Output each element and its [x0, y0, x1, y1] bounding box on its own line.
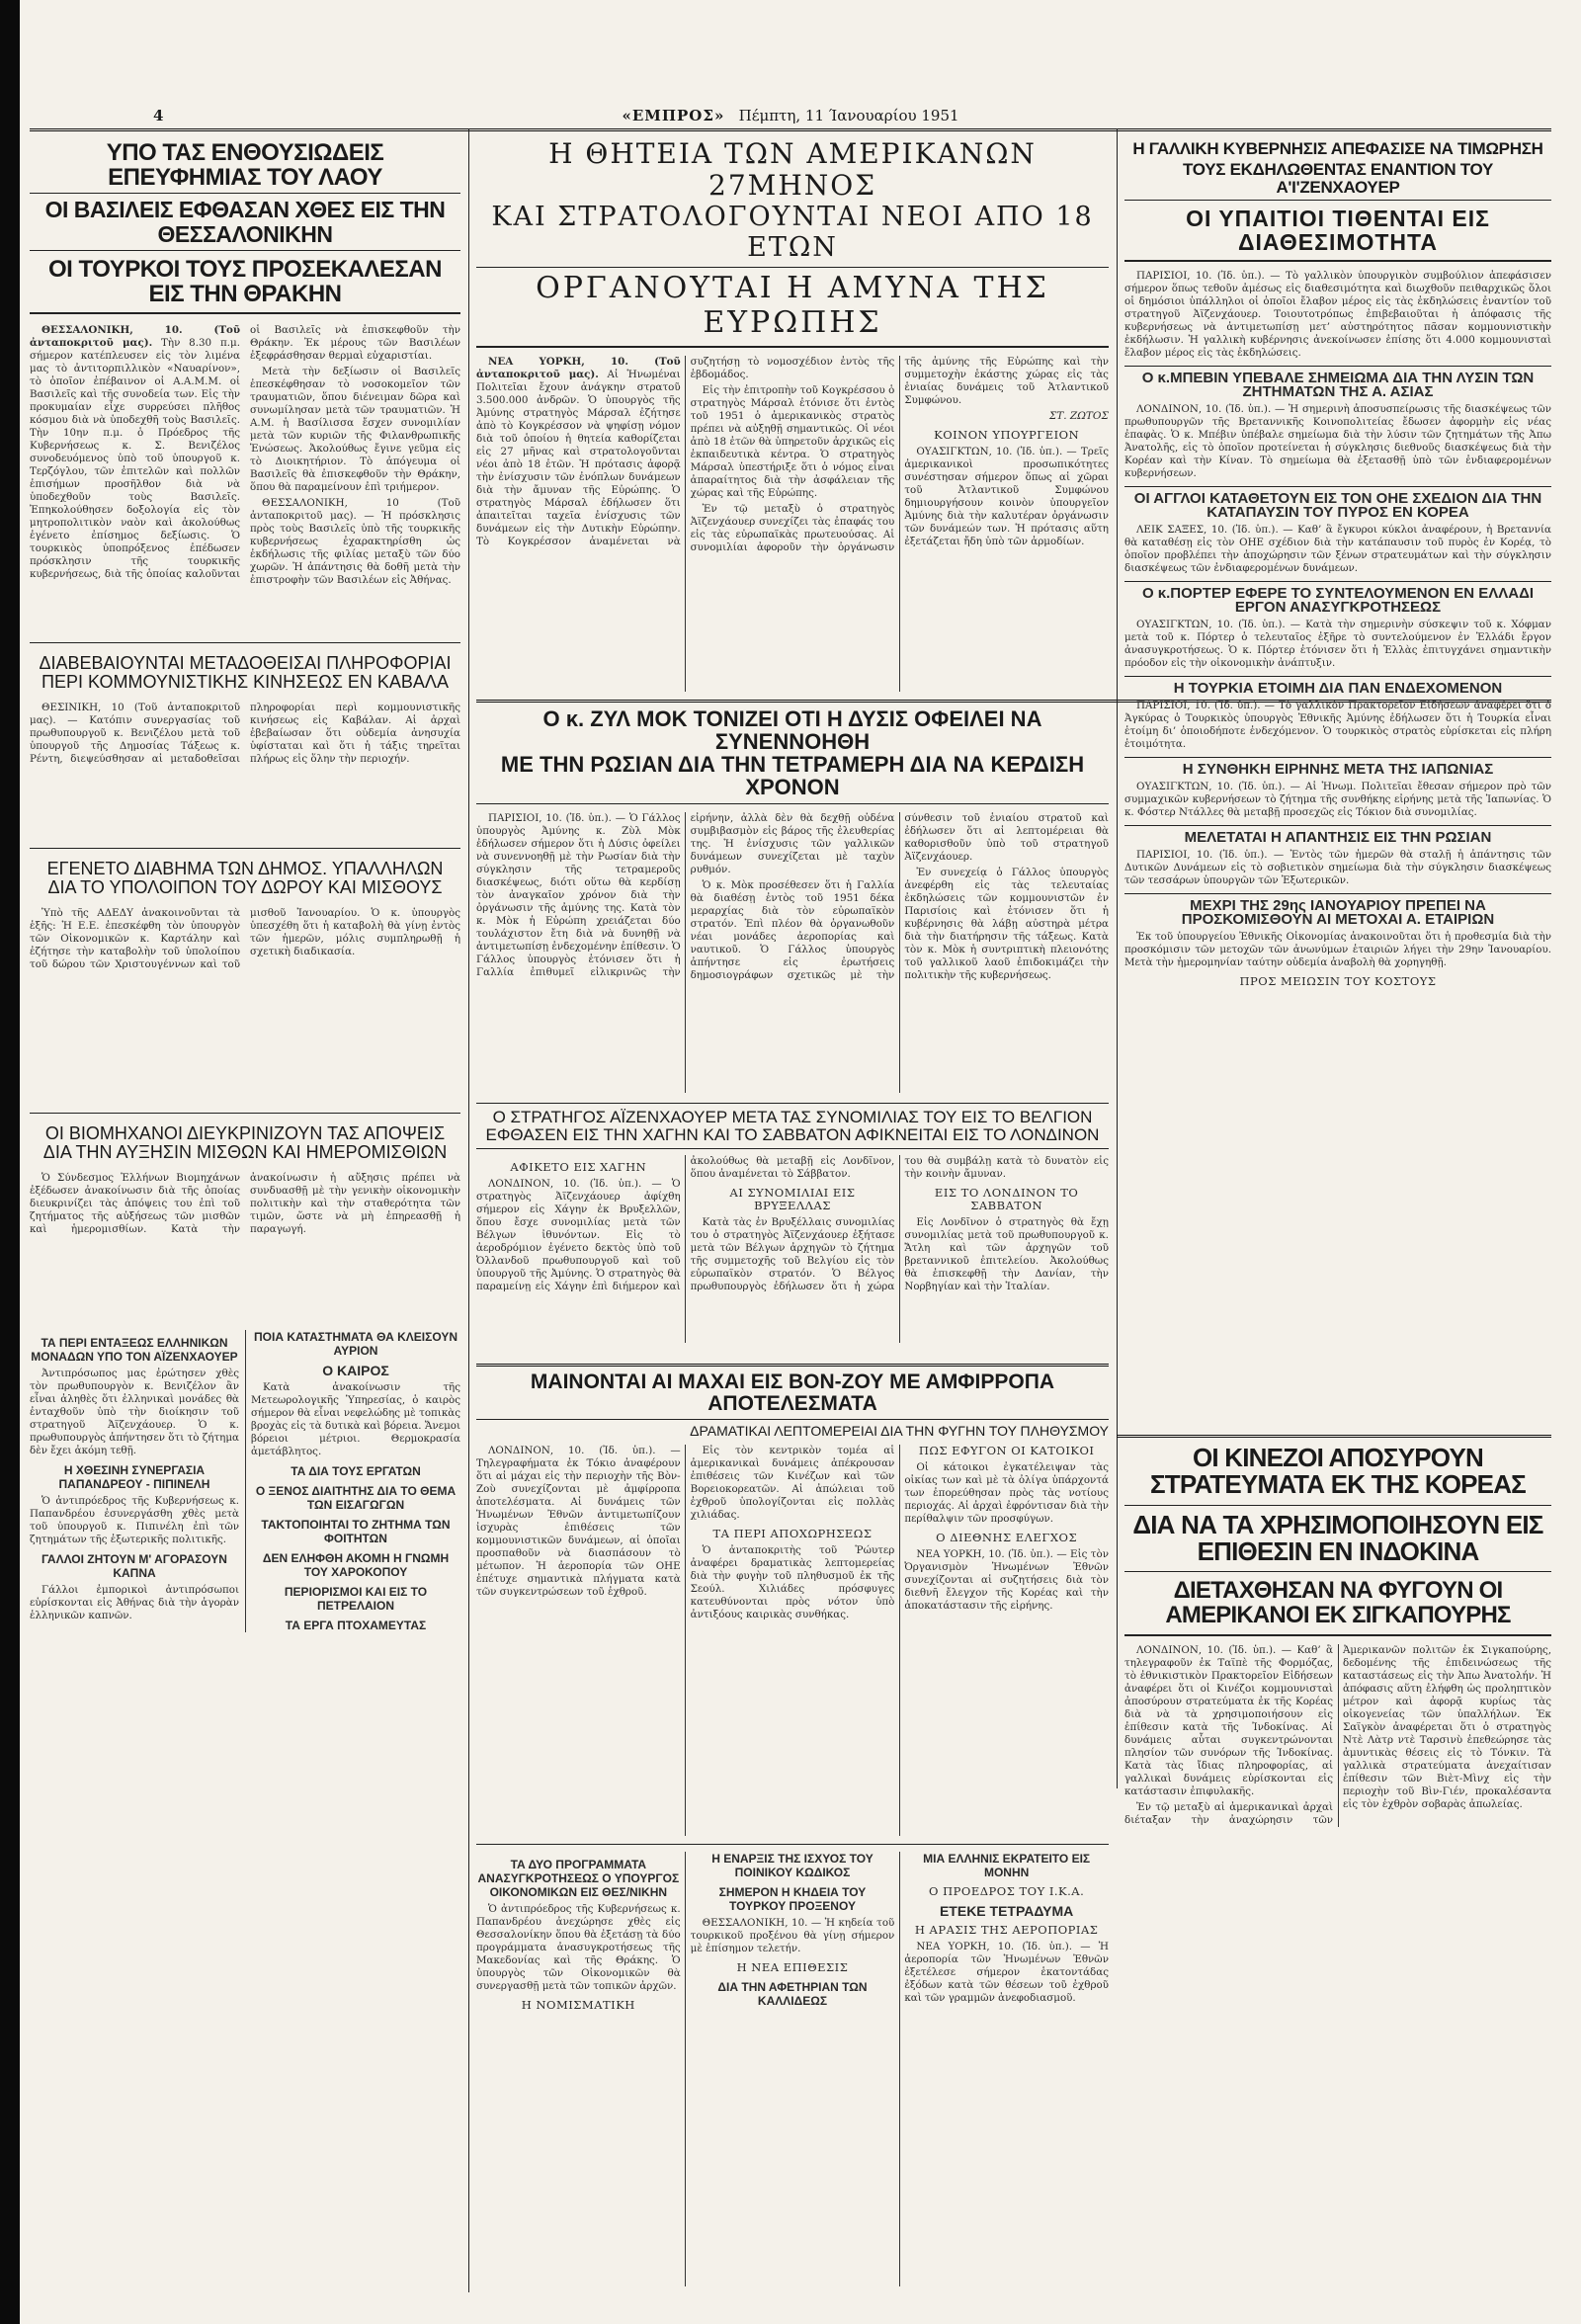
- page-number: 4: [153, 107, 164, 124]
- divider: [476, 1844, 1109, 1845]
- france-text-3: ΛΕΙΚ ΣΑΞΕΣ, 10. (Ἰδ. ὑπ.). — Καθ’ ἃ ἔγκυροι κύκλοι ἀναφέρουν, ἡ Βρεταννία θὰ καταθέσῃ εἰς τὸν ΟΗΕ σχέδιον διὰ τὴν κατάπαυσιν τοῦ πυρὸς ἐν Κορέᾳ, τὸ ὁποῖον προβλέπει τὴν ἀποχώρησιν τῶν ξένων στρατευμάτων καὶ τὴν σύγκλησιν διασκέψεως τῶν ἐνδιαφερομένων δυνάμεων.: [1124, 523, 1551, 574]
- brief-text: ΝΕΑ ΥΟΡΚΗ, 10. (Ἰδ. ὑπ.). — Ἡ ἀεροπορία τῶν Ἡνωμένων Ἐθνῶν ἐξετέλεσε σήμερον ἑκατοντάδας ἐξόδων κατὰ τῶν θέσεων τοῦ ἐχθροῦ καὶ τῶν γραμμῶν ἀνεφοδιασμοῦ.: [904, 1941, 1109, 2004]
- eisenhower-headline-2: ΕΦΘΑΣΕΝ ΕΙΣ ΤΗΝ ΧΑΓΗΝ ΚΑΙ ΤΟ ΣΑΒΒΑΤΟΝ ΑΦΙΚΝΕΙΤΑΙ ΕΙΣ ΤΟ ΛΟΝΔΙΝΟΝ: [476, 1126, 1109, 1149]
- industry-body: [30, 1172, 460, 1238]
- mini-body: [476, 1852, 1109, 2286]
- left-lower-body: [30, 1330, 460, 1632]
- nato-headline-3: ΟΡΓΑΝΟΥΤΑΙ Η ΑΜΥΝΑ ΤΗΣ ΕΥΡΩΠΗΣ: [476, 268, 1109, 348]
- civil-body: [30, 907, 460, 971]
- france-text-5: ΠΑΡΙΣΙΟΙ, 10. (Ἰδ. ὑπ.). — Τὸ γαλλικὸν Πρακτορεῖον Εἰδήσεων ἀναφέρει ὅτι ὁ Ἀγκύρας ὁ Τουρκικὸς ὑπουργὸς Ἐθνικῆς Ἀμύνης ἐδήλωσεν ὅτι ἡ Τουρκία εἶναι ἑτοίμη δι’ ὁποιοδήποτε ἐνδεχόμενον. Ὁ τουρκικὸς στρατὸς εὑρίσκεται εἰς πλήρη ἑτοιμότητα.: [1124, 699, 1551, 750]
- seoul-body: [476, 1445, 1109, 1836]
- civil-headline: ΕΓΕΝΕΤΟ ΔΙΑΒΗΜΑ ΤΩΝ ΔΗΜΟΣ. ΥΠΑΛΛΗΛΩΝ ΔΙΑ ΤΟ ΥΠΟΛΟΙΠΟΝ ΤΟΥ ΔΩΡΟΥ ΚΑΙ ΜΙΣΘΟΥΣ: [46, 859, 444, 897]
- nato-text-2: Εἰς τὴν ἐπιτροπὴν τοῦ Κογκρέσσου ὁ στρατηγὸς Μάρσαλ ἐτόνισε ὅτι ἐντὸς τοῦ 1951 ὁ ἀμερικανικὸς στρατὸς πρέπει νὰ αὐξηθῇ σημαντικῶς. Οἱ νέοι ἀπὸ 18 ἐτῶν θὰ ὑπηρετοῦν ἀρχικῶς εἰς ἐκπαιδευτικὰ κέντρα. Ὁ στρατηγὸς Μάρσαλ ὑπεστήριξε ὅτι ὁ νόμος εἶναι ἀπαραίτητος διὰ τὴν ἀσφάλειαν τῆς χώρας καὶ τῆς Εὐρώπης.: [690, 384, 895, 500]
- seoul-caption-1: ΤΑ ΠΕΡΙ ΑΠΟΧΩΡΗΣΕΩΣ: [712, 1526, 873, 1540]
- france-text-6: ΟΥΑΣΙΓΚΤΩΝ, 10. (Ἰδ. ὑπ.). — Αἱ Ἡνωμ. Πολιτεῖαι ἔθεσαν σήμερον πρὸ τῶν συμμαχικῶν κυβερνήσεων τὸ ζήτημα τῆς συνθήκης εἰρήνης μετὰ τῆς Ἰαπωνίας. Ὁ κ. Φόστερ Ντάλλες θὰ μεταβῇ προσεχῶς εἰς Τόκιον διὰ συνομιλίας.: [1124, 780, 1551, 818]
- zulmoch-body: [476, 812, 1109, 1093]
- brief-text: Γάλλοι ἐμπορικοὶ ἀντιπρόσωποι εὑρίσκονται εἰς Ἀθήνας διὰ τὴν ἀγορὰν ἑλληνικῶν καπνῶν.: [30, 1584, 239, 1621]
- kavala-body: [30, 702, 460, 768]
- divider: [30, 1113, 460, 1114]
- france-text-8: Ἐκ τοῦ ὑπουργείου Ἐθνικῆς Οἰκονομίας ἀνακοινοῦται ὅτι ἡ προθεσμία διὰ τὴν προσκόμισιν τῶν μετοχῶν τῶν ἀνωνύμων ἑταιριῶν λήγει τὴν 29ην Ἰανουαρίου. Μετὰ τὴν ἡμερομηνίαν ταύτην οὐδεμία ἀναβολὴ θὰ χορηγηθῇ.: [1124, 930, 1551, 968]
- left-lower-briefs: [30, 1330, 460, 2298]
- civil-text: Ὑπὸ τῆς ΑΔΕΔΥ ἀνακοινοῦνται τὰ ἑξῆς: Ἡ Ε.Ε. ἐπεσκέφθη τὸν ὑπουργὸν τῶν Οἰκονομικῶν κ. Καρτάλην καὶ ἐζήτησε τὴν καταβολὴν τοῦ ὑπολοίπου τοῦ δώρου τῶν Χριστουγέννων καὶ τοῦ μισθοῦ Ἰανουαρίου. Ὁ κ. ὑπουργὸς ὑπεσχέθη ὅτι ἡ καταβολὴ θὰ γίνῃ ἐντὸς τῶν ἡμερῶν, μόλις συμπληρωθῇ ἡ σχετικὴ διαδικασία.: [30, 906, 460, 970]
- civil-servants-article: [30, 856, 460, 1103]
- nato-body: [476, 356, 1109, 692]
- nato-headline-1: Η ΘΗΤΕΙΑ ΤΩΝ ΑΜΕΡΙΚΑΝΩΝ 27ΜΗΝΟΣ: [548, 138, 1037, 203]
- column-rule: [1117, 128, 1118, 1788]
- brief-heading: ΤΑ ΠΕΡΙ ΕΝΤΑΞΕΩΣ ΕΛΛΗΝΙΚΩΝ ΜΟΝΑΔΩΝ ΥΠΟ ΤΟΝ ΑΪΖΕΝΧΑΟΥΕΡ: [31, 1336, 238, 1364]
- kavala-headline: ΔΙΑΒΕΒΑΙΟΥΝΤΑΙ ΜΕΤΑΔΟΘΕΙΣΑΙ ΠΛΗΡΟΦΟΡΙΑΙ ΠΕΡΙ ΚΟΜΜΟΥΝΙΣΤΙΚΗΣ ΚΙΝΗΣΕΩΣ ΕΝ ΚΑΒΑΛΑ: [39, 653, 452, 692]
- seoul-caption-3: Ο ΔΙΕΘΝΗΣ ΕΛΕΓΧΟΣ: [936, 1530, 1078, 1544]
- binding-strip: [0, 0, 20, 2324]
- seoul-text: ΛΟΝΔΙΝΟΝ, 10. (Ἰδ. ὑπ.). — Τηλεγραφήματα ἐκ Τόκιο ἀναφέρουν ὅτι αἱ μάχαι εἰς τὴν περιοχὴν τῆς Βὸν-Ζοὺ συνεχίζονται μὲ ἀμφίρροπα ἀποτελέσματα. Αἱ δυνάμεις τῶν Ἡνωμένων Ἐθνῶν ἀντιμετωπίζουν ἰσχυρὰς ἐπιθέσεις τῶν κομμουνιστικῶν δυνάμεων, αἱ ὁποῖαι προσπαθοῦν νὰ διασπάσουν τὸ μέτωπον. Ἡ ἀεροπορία τῶν ΟΗΕ ἐπέτυχε σημαντικὰ πλήγματα κατὰ τῶν συγκεντρώσεων τοῦ ἐχθροῦ.: [476, 1444, 681, 1598]
- seoul-text-4: Οἱ κάτοικοι ἐγκατέλειψαν τὰς οἰκίας των καὶ μὲ τὰ ὀλίγα ὑπάρχοντά των ἐπορεύθησαν πρὸς τὰς νοτίους περιοχάς. Αἱ ἀρχαὶ ἐφρόντισαν διὰ τὴν περίθαλψιν τῶν προσφύγων.: [904, 1460, 1109, 1525]
- brief-heading: ΣΗΜΕΡΟΝ Η ΚΗΔΕΙΑ ΤΟΥ ΤΟΥΡΚΟΥ ΠΡΟΞΕΝΟΥ: [718, 1885, 867, 1913]
- nato-dateline: ΝΕΑ ΥΟΡΚΗ, 10. (Τοῦ ἀνταποκριτοῦ μας).: [476, 356, 681, 381]
- brief-text: Ὁ ἀντιπρόεδρος τῆς Κυβερνήσεως κ. Παπανδρέου ἐσυνεργάσθη χθὲς μετὰ τοῦ ὑπουργοῦ κ. Πιπινέλη ἐπὶ τῶν ζητημάτων τῆς ἐξωτερικῆς πολιτικῆς.: [30, 1495, 239, 1545]
- brief-heading: ΜΕΛΕΤΑΤΑΙ Η ΑΠΑΝΤΗΣΙΣ ΕΙΣ ΤΗΝ ΡΩΣΙΑΝ: [1124, 825, 1551, 845]
- zulmoch-headline-2: ΜΕ ΤΗΝ ΡΩΣΙΑΝ ΔΙΑ ΤΗΝ ΤΕΤΡΑΜΕΡΗ ΔΙΑ ΝΑ ΚΕΡΔΙΣΗ ΧΡΟΝΟΝ: [476, 753, 1109, 804]
- seoul-headline-2: ΔΡΑΜΑΤΙΚΑΙ ΛΕΠΤΟΜΕΡΕΙΑΙ ΔΙΑ ΤΗΝ ΦΥΓΗΝ ΤΟΥ ΠΛΗΘΥΣΜΟΥ: [690, 1423, 1109, 1440]
- seoul-text-3: Ὁ ἀνταποκριτὴς τοῦ Ῥώυτερ ἀναφέρει δραματικὰς λεπτομερείας διὰ τὴν φυγὴν τοῦ πληθυσμοῦ ἐκ τῆς Σεούλ. Χιλιάδες πρόσφυγες κατευθύνονται πρὸς νότον ὑπὸ ἀντιξόους καιρικὰς συνθήκας.: [690, 1543, 895, 1620]
- seoul-article: [476, 1371, 1109, 1836]
- eisenhower-headline-1: Ο ΣΤΡΑΤΗΓΟΣ ΑΪΖΕΝΧΑΟΥΕΡ ΜΕΤΑ ΤΑΣ ΣΥΝΟΜΙΛΙΑΣ ΤΟΥ ΕΙΣ ΤΟ ΒΕΛΓΙΟΝ: [492, 1109, 1093, 1126]
- brief-heading: Η ΣΥΝΘΗΚΗ ΕΙΡΗΝΗΣ ΜΕΤΑ ΤΗΣ ΙΑΠΩΝΙΑΣ: [1124, 757, 1551, 777]
- brief-caption: Η ΑΡΑΣΙΣ ΤΗΣ ΑΕΡΟΠΟΡΙΑΣ: [914, 1923, 1099, 1937]
- brief-caption: ΠΡΟΣ ΜΕΙΩΣΙΝ ΤΟΥ ΚΟΣΤΟΥΣ: [1239, 973, 1437, 988]
- eisenhower-caption-2: ΑΙ ΣΥΝΟΜΙΛΙΑΙ ΕΙΣ ΒΡΥΞΕΛΛΑΣ: [729, 1185, 856, 1212]
- royals-body: [30, 324, 460, 587]
- brief-heading: ΔΙΑ ΤΗΝ ΑΦΕΤΗΡΙΑΝ ΤΩΝ ΚΑΛΛΙΔΕΩΣ: [717, 1980, 868, 2008]
- brief-heading: ΔΕΝ ΕΛΗΦΘΗ ΑΚΟΜΗ Η ΓΝΩΜΗ ΤΟΥ ΧΑΡΟΚΟΠΟΥ: [262, 1551, 450, 1579]
- mini-briefs: [476, 1852, 1109, 2296]
- france-body: [1124, 270, 1551, 988]
- nato-text-3: Ἐν τῷ μεταξὺ ὁ στρατηγὸς Ἀϊζενχάουερ συνεχίζει τὰς ἐπαφάς του εἰς τὰς εὐρωπαϊκὰς πρωτευούσας. Αἱ συνομιλίαι ἀφοροῦν τὴν ὀργάνωσιν τῆς ἀμύνης τῆς Εὐρώπης καὶ τὴν συμμετοχὴν ἑκάστης χώρας εἰς τὰς ἑνιαίας δυνάμεις τοῦ Ἀτλαντικοῦ Συμφώνου.: [690, 356, 1109, 554]
- brief-heading: ΟΙ ΑΓΓΛΟΙ ΚΑΤΑΘΕΤΟΥΝ ΕΙΣ ΤΟΝ ΟΗΕ ΣΧΕΔΙΟΝ ΔΙΑ ΤΗΝ ΚΑΤΑΠΑΥΣΙΝ ΤΟΥ ΠΥΡΟΣ ΕΝ ΚΟΡΕΑ: [1124, 486, 1551, 520]
- seoul-headline-1: ΜΑΙΝΟΝΤΑΙ ΑΙ ΜΑΧΑΙ ΕΙΣ ΒΟΝ-ΖΟΥ ΜΕ ΑΜΦΙΡΡΟΠΑ ΑΠΟΤΕΛΕΣΜΑΤΑ: [476, 1371, 1109, 1420]
- brief-heading: ΤΑ ΔΙΑ ΤΟΥΣ ΕΡΓΑΤΩΝ: [291, 1464, 421, 1478]
- nato-article: [476, 138, 1109, 692]
- brief-heading: Η ΕΝΑΡΞΙΣ ΤΗΣ ΙΣΧΥΟΣ ΤΟΥ ΠΟΙΝΙΚΟΥ ΚΩΔΙΚΟΣ: [711, 1852, 874, 1879]
- divider: [30, 848, 460, 849]
- france-text: ΠΑΡΙΣΙΟΙ, 10. (Ἰδ. ὑπ.). — Τὸ γαλλικὸν ὑπουργικὸν συμβούλιον ἀπεφάσισεν σήμερον ὅπως τεθοῦν ἀμέσως εἰς διαθεσιμότητα καὶ διωχθοῦν πειθαρχικῶς ὅλοι οἱ δημόσιοι ὑπάλληλοι οἱ ὁποῖοι ἔλαβον μέρος εἰς τὰς ἐκδηλώσεις ἐναντίον τοῦ στρατηγοῦ Ἀϊζενχάουερ. Τοιουτοτρόπως ἐπιβεβαιοῦται ἡ ἀπόφασις τῆς κυβερνήσεως νὰ ἀντιμετωπίσῃ μετ’ αὐστηρότητος πᾶσαν κομμουνιστικὴν ἐκδήλωσιν. Ἡ γαλλικὴ κυβέρνησις ἀνεκοίνωσεν ἐπίσης ὅτι 4.000 κομμουνισταὶ ἔλαβον μέρος εἰς τὰς ἐκδηλώσεις.: [1124, 269, 1551, 359]
- brief-heading: ΤΑΚΤΟΠΟΙΗΤΑΙ ΤΟ ΖΗΤΗΜΑ ΤΩΝ ΦΟΙΤΗΤΩΝ: [261, 1518, 451, 1545]
- france-headline-2: ΤΟΥΣ ΕΚΔΗΛΩΘΕΝΤΑΣ ΕΝΑΝΤΙΟΝ ΤΟΥ Α'Ι'ΖΕΝΧΑΟΥΕΡ: [1124, 158, 1551, 201]
- royals-article: [30, 140, 460, 634]
- zulmoch-article: [476, 707, 1109, 1093]
- france-text-4: ΟΥΑΣΙΓΚΤΩΝ, 10. (Ἰδ. ὑπ.). — Κατὰ τὴν σημερινὴν σύσκεψιν τοῦ κ. Χόφμαν μετὰ τοῦ κ. Πόρτερ ὁ τελευταῖος ἐξῆρε τὸ συντελούμενον ἐν Ἑλλάδι ἔργον ἀνασυγκροτήσεως. Ὁ κ. Πόρτερ ἐτόνισεν ὅτι ἡ Ἑλλὰς ἐπιτυγχάνει σημαντικὴν πρόοδον εἰς τὴν οἰκονομικὴν ἀνάπτυξιν.: [1124, 618, 1551, 669]
- paper-name: «ΕΜΠΡΟΣ»: [622, 107, 725, 124]
- eisenhower-body: [476, 1155, 1109, 1343]
- eisenhower-caption-1: ΑΦΙΚΕΤΟ ΕΙΣ ΧΑΓΗΝ: [510, 1159, 647, 1174]
- divider: [1117, 1435, 1551, 1438]
- france-text-2: ΛΟΝΔΙΝΟΝ, 10. (Ἰδ. ὑπ.). — Ἡ σημερινὴ ἀποσυσπείρωσις τῆς διασκέψεως τῶν πρωθυπουργῶν τῆς Βρεταννικῆς Κοινοπολιτείας ἔδωσεν ἀφορμὴν εἰς νέας ἐπαφὰς. Ὁ κ. Μπέβιν ὑπέβαλε σημείωμα διὰ τὴν λύσιν τῶν ζητημάτων τῆς Ἀπω Ἀνατολῆς, εἰς τὸ ὁποῖον προτείνεται ἡ σύγκλησις διεθνοῦς διασκέψεως διὰ τὴν Κορέαν καὶ τὴν Κίναν. Τὸ σημείωμα θὰ ἐξετασθῇ ὑπὸ τῶν ἐνδιαφερομένων κυβερνήσεων.: [1124, 402, 1551, 479]
- royals-headline-2: ΟΙ ΒΑΣΙΛΕΙΣ ΕΦΘΑΣΑΝ ΧΘΕΣ ΕΙΣ ΤΗΝ ΘΕΣΣΑΛΟΝΙΚΗΝ: [30, 194, 460, 250]
- nato-signature: ΣΤ. ΖΩΤΟΣ: [1048, 410, 1109, 423]
- chinese-headline-1: ΟΙ ΚΙΝΕΖΟΙ ΑΠΟΣΥΡΟΥΝ ΣΤΡΑΤΕΥΜΑΤΑ ΕΚ ΤΗΣ ΚΟΡΕΑΣ: [1124, 1445, 1551, 1506]
- brief-heading: ΕΤΕΚΕ ΤΕΤΡΑΔΥΜΑ: [939, 1903, 1074, 1919]
- royals-text: Τὴν 8.30 π.μ. σήμερον κατέπλευσεν εἰς τὸν λιμένα μας τὸ ἀντιτορπιλλικὸν «Ναυαρίνον», τὸ ὁποῖον ἐπέβαινον οἱ Α.Α.Μ.Μ. οἱ Βασιλεῖς καὶ τῆς συνοδεία των. Εἰς τὴν προκυμαίαν εἶχε συρρεύσει πλῆθος κόσμου διὰ νὰ ὑποδεχθῆ τοὺς Βασιλεῖς. Τὴν 10ην π.μ. ὁ Πρόεδρος τῆς Κυβερνήσεως κ. Σ. Βενιζέλος συνοδευόμενος ὑπὸ τοῦ ὑπουργοῦ κ. Τερζόγλου, τῶν ἐπιτελῶν καὶ πολλῶν ἐπισήμων προσῆλθον διὰ νὰ ὑποδεχθοῦν τοὺς Βασιλεῖς. Ἐπηκολούθησεν δοξολογία εἰς τὸν μητροπολιτικὸν ναὸν καὶ ἀκολούθως ἐγένετο ἐπίσημος δεξίωσις. Ὁ τουρκικὸς ὑποπρόξενος ἐπέδωσεν πρόσκλησιν τῆς τουρκικῆς κυβερνήσεως, διὰ τῆς ὁποίας καλοῦνται οἱ Βασιλεῖς νὰ ἐπισκεφθοῦν τὴν Θράκην. Ἐκ μέρους τῶν Βασιλέων ἐξεφράσθησαν θερμαὶ εὐχαριστίαι.: [30, 324, 460, 581]
- chinese-article: [1124, 1445, 1551, 2294]
- brief-heading: ΓΑΛΛΟΙ ΖΗΤΟΥΝ Μ' ΑΓΟΡΑΣΟΥΝ ΚΑΠΝΑ: [42, 1552, 227, 1580]
- brief-text: Ὁ ἀντιπρόεδρος τῆς Κυβερνήσεως κ. Παπανδρέου ἀνεχώρησε χθὲς εἰς Θεσσαλονίκην ὅπου θὰ ἐξετάσῃ τὰ δύο προγράμματα ἀνασυγκροτήσεως τῆς Μακεδονίας καὶ τῆς Θράκης. Ὁ ὑπουργὸς τῶν Οἰκονομικῶν θὰ συνεργασθῇ μετὰ τῶν τοπικῶν ἀρχῶν.: [476, 1903, 681, 1992]
- kavala-text: ΘΕΣΙΝΙΚΗ, 10 (Τοῦ ἀνταποκριτοῦ μας). — Κατόπιν συνεργασίας τοῦ πρωθυπουργοῦ κ. Βενιζέλου μετὰ τοῦ ὑπουργοῦ τῆς Δημοσίας Τάξεως κ. Ρέντη, διεψεύσθησαν αἱ μεταδοθεῖσαι πληροφορίαι περὶ κομμουνιστικῆς κινήσεως εἰς Καβάλαν. Αἱ ἀρχαὶ ἐβεβαίωσαν ὅτι οὐδεμία ἀνησυχία ὑφίσταται καὶ ὅτι ἡ τάξις τηρεῖται πλήρως εἰς ὅλην τὴν περιοχήν.: [30, 701, 460, 765]
- eisenhower-text-3: Εἰς Λονδῖνον ὁ στρατηγὸς θὰ ἔχῃ συνομιλίας μετὰ τοῦ πρωθυπουργοῦ κ. Ἄτλη καὶ τῶν ἀρχηγῶν τοῦ βρεταννικοῦ ἐπιτελείου. Ἀκολούθως θὰ ἐπισκεφθῇ τὴν Δανίαν, τὴν Νορβηγίαν καὶ τὴν Ἰταλίαν.: [904, 1215, 1109, 1292]
- brief-heading: Ο ΚΑΙΡΟΣ: [322, 1363, 389, 1378]
- brief-text: ΘΕΣΣΑΛΟΝΙΚΗ, 10. — Ἡ κηδεία τοῦ τουρκικοῦ προξένου θὰ γίνῃ σήμερον μὲ ἐπίσημον τελετήν.: [690, 1917, 895, 1954]
- nato-text: Αἱ Ἡνωμέναι Πολιτεῖαι ἔχουν ἀνάγκην στρατοῦ 3.500.000 ἀνδρῶν. Ὁ ὑπουργὸς τῆς Ἀμύνης στρατηγὸς Μάρσαλ ἐζήτησε ἀπὸ τὸ Κογκρέσσον νὰ ψηφίσῃ νόμον διὰ τοῦ ὁποίου ἡ θητεία καθορίζεται εἰς 27 μῆνας καὶ στρατολογοῦνται νέοι ἀπὸ 18 ἐτῶν. Ἡ πρότασις ἀφορᾷ τὴν ἐνίσχυσιν τῶν ἐνόπλων δυνάμεων διὰ τὴν ἄμυναν τῆς Εὐρώπης. Ὁ στρατηγὸς Μάρσαλ ἐδήλωσεν ὅτι ἀπαιτεῖται ταχεῖα ἐνίσχυσις τῶν δυνάμεων εἰς τὴν Δυτικὴν Εὐρώπην. Τὸ Κογκρέσσον ἀναμένεται νὰ συζητήσῃ τὸ νομοσχέδιον ἐντὸς τῆς ἑβδομάδος.: [476, 356, 895, 548]
- brief-caption: Η ΝΟΜΙΣΜΑΤΙΚΗ: [521, 1998, 635, 2012]
- brief-heading: Ο κ.ΜΠΕΒΙΝ ΥΠΕΒΑΛΕ ΣΗΜΕΙΩΜΑ ΔΙΑ ΤΗΝ ΛΥΣΙΝ ΤΩΝ ΖΗΤΗΜΑΤΩΝ ΤΗΣ Α. ΑΣΙΑΣ: [1124, 366, 1551, 399]
- divider: [30, 642, 460, 643]
- eisenhower-text-2: Κατὰ τὰς ἐν Βρυξέλλαις συνομιλίας του ὁ στρατηγὸς Ἀϊζενχάουερ ἐξήτασε μετὰ τῶν Βέλγων ἀρχηγῶν τὸ ζήτημα τῆς συμμετοχῆς τοῦ Βελγίου εἰς τὸν εὐρωπαϊκὸν στρατόν. Ὁ Βέλγος πρωθυπουργὸς ἐδήλωσεν ὅτι ἡ χώρα του θὰ συμβάλῃ κατὰ τὸ δυνατὸν εἰς τὴν κοινὴν ἄμυναν.: [690, 1154, 1109, 1292]
- issue-date: Πέμπτη, 11 Ίανουαρίου 1951: [738, 107, 959, 124]
- seoul-text-2: Εἰς τὸν κεντρικὸν τομέα αἱ ἀμερικανικαὶ δυνάμεις ἀπέκρουσαν ἐπιθέσεις τῶν Κινέζων καὶ τῶν Βορειοκορεατῶν. Αἱ ἀπώλειαι τοῦ ἐχθροῦ ὑπολογίζονται εἰς πολλὰς χιλιάδας.: [690, 1444, 895, 1521]
- chinese-headline-3: ΔΙΕΤΑΧΘΗΣΑΝ ΝΑ ΦΥΓΟΥΝ ΟΙ ΑΜΕΡΙΚΑΝΟΙ ΕΚ ΣΙΓΚΑΠΟΥΡΗΣ: [1124, 1572, 1551, 1635]
- royals-headline-3: ΟΙ ΤΟΥΡΚΟΙ ΤΟΥΣ ΠΡΟΣΕΚΑΛΕΣΑΝ ΕΙΣ ΤΗΝ ΘΡΑΚΗΝ: [30, 251, 460, 314]
- industry-article: [30, 1120, 460, 1318]
- brief-heading: ΜΙΑ ΕΛΛΗΝΙΣ ΕΚΡΑΤΕΙΤΟ ΕΙΣ ΜΟΝΗΝ: [923, 1852, 1091, 1879]
- column-rule: [468, 128, 469, 2292]
- masthead: [30, 107, 1551, 131]
- chinese-text-2: Ἐν τῷ μεταξὺ αἱ ἀμερικανικαὶ ἀρχαὶ διέταξαν τὴν ἀναχώρησιν τῶν Ἀμερικανῶν πολιτῶν ἐκ Σιγκαπούρης, δεδομένης τῆς ἐπιδεινώσεως τῆς καταστάσεως εἰς τὴν Ἀπω Ἀνατολήν. Ἡ ἀπόφασις αὕτη ἐλήφθη ὡς προληπτικὸν μέτρον καὶ ἀφορᾷ κυρίως τὰς οἰκογενείας τῶν ὑπαλλήλων. Ἐκ Σαϊγκὸν ἀναφέρεται ὅτι ὁ στρατηγὸς Ντὲ Λὰτρ ντὲ Ταρσινὺ ἐπεθεώρησε τὰς ἀμυντικὰς θέσεις εἰς τὸ Τόνκιν. Τὰ γαλλικὰ στρατεύματα ἀνεχαίτισαν ἐπίθεσιν τῶν Βιὲτ-Μὶνχ εἰς τὴν περιοχὴν τοῦ Βὶν-Γιέν, προκαλέσαντα εἰς τὸν ἐχθρὸν σοβαρὰς ἀπωλείας.: [1124, 1643, 1551, 1826]
- brief-caption: Ο ΠΡΟΕΔΡΟΣ ΤΟΥ Ι.Κ.Α.: [929, 1884, 1085, 1898]
- france-headline-1: Η ΓΑΛΛΙΚΗ ΚΥΒΕΡΝΗΣΙΣ ΑΠΕΦΑΣΙΣΕ ΝΑ ΤΙΜΩΡΗΣΗ: [1132, 140, 1543, 158]
- zulmoch-text-2: Ὁ κ. Μὸκ προσέθεσεν ὅτι ἡ Γαλλία θὰ διαθέσῃ ἐντὸς τοῦ 1951 δέκα μεραρχίας διὰ τὸν εὐρωπαϊκὸν στρατόν. Ἐπὶ πλέον θὰ ὀργανωθοῦν νέαι μονάδες ἀεροπορίας καὶ ναυτικοῦ. Ὁ Γάλλος ὑπουργὸς ἀπήντησε εἰς ἐρωτήσεις δημοσιογράφων σχετικῶς μὲ τὴν σύνθεσιν τοῦ ἑνιαίου στρατοῦ καὶ ἐδήλωσεν ὅτι αἱ λεπτομέρειαι θὰ καθορισθοῦν ὑπὸ τοῦ στρατηγοῦ Ἀϊζενχάουερ.: [690, 812, 1109, 982]
- brief-heading: ΜΕΧΡΙ ΤΗΣ 29ης ΙΑΝΟΥΑΡΙΟΥ ΠΡΕΠΕΙ ΝΑ ΠΡΟΣΚΟΜΙΣΘΟΥΝ ΑΙ ΜΕΤΟΧΑΙ Α. ΕΤΑΙΡΙΩΝ: [1124, 893, 1551, 927]
- zulmoch-headline-1: Ο κ. ΖΥΛ ΜΟΚ ΤΟΝΙΖΕΙ ΟΤΙ Η ΔΥΣΙΣ ΟΦΕΙΛΕΙ ΝΑ ΣΥΝΕΝΝΟΗΘΗ: [542, 707, 1042, 755]
- nato-subheading: ΚΟΙΝΟΝ ΥΠΟΥΡΓΕΙΟΝ: [934, 428, 1080, 443]
- brief-heading: Ο ΞΕΝΟΣ ΔΙΑΙΤΗΤΗΣ ΔΙΑ ΤΟ ΘΕΜΑ ΤΩΝ ΕΙΣΑΓΩΓΩΝ: [255, 1484, 457, 1512]
- brief-heading: ΠΟΙΑ ΚΑΤΑΣΤΗΜΑΤΑ ΘΑ ΚΛΕΙΣΟΥΝ ΑΥΡΙΟΝ: [254, 1330, 458, 1358]
- seoul-text-5: ΝΕΑ ΥΟΡΚΗ, 10. (Ἰδ. ὑπ.). — Εἰς τὸν Ὀργανισμὸν Ἡνωμένων Ἐθνῶν συνεχίζονται αἱ συζητήσεις διὰ τὸν διεθνῆ ἔλεγχον τῆς Κορέας καὶ τὴν ἀποκατάστασιν τῆς εἰρήνης.: [904, 1547, 1109, 1612]
- zulmoch-text: ΠΑΡΙΣΙΟΙ, 10. (Ἰδ. ὑπ.). — Ὁ Γάλλος ὑπουργὸς Ἀμύνης κ. Ζὺλ Μὸκ ἐδήλωσεν σήμερον ὅτι ἡ Δύσις ὀφείλει νὰ συνεννοηθῇ μὲ τὴν Ρωσίαν διὰ τὴν σύγκλησιν τῆς τετραμεροῦς διασκέψεως, διότι οὕτω θὰ κερδίσῃ τὸν ἀναγκαῖον χρόνον διὰ τὴν ὀργάνωσιν τῆς ἀμύνης της. Κατὰ τὸν κ. Μὸκ ἡ Εὐρώπη χρειάζεται δύο τουλάχιστον ἔτη διὰ νὰ δυνηθῇ νὰ ἀντιμετωπίσῃ ἐνδεχομένην ἐπίθεσιν. Ὁ Γάλλος ὑπουργὸς ἐτόνισεν ὅτι ἡ Γαλλία ἐπιθυμεῖ εἰλικρινῶς τὴν εἰρήνην, ἀλλὰ δὲν θὰ δεχθῇ οὐδένα συμβιβασμὸν εἰς βάρος τῆς ἐλευθερίας της. Ἡ ἐνίσχυσις τῶν γαλλικῶν δυνάμεων συνεχίζεται μὲ ταχὺν ρυθμόν.: [476, 812, 895, 979]
- royals-text-3: ΘΕΣΣΑΛΟΝΙΚΗ, 10 (Τοῦ ἀνταποκριτοῦ μας). — Ἡ πρόσκλησις πρὸς τοὺς Βασιλεῖς ὑπὸ τῆς τουρκικῆς κυβερνήσεως ἐχαρακτηρίσθη ὡς ἐκδήλωσις τῆς φιλίας μεταξὺ τῶν δύο χωρῶν. Ἡ ἀπάντησις θὰ δοθῆ μετὰ τὴν ἐπιστροφὴν τῶν Βασιλέων εἰς Ἀθήνας.: [250, 497, 460, 587]
- brief-heading: ΤΑ ΕΡΓΑ ΠΤΟΧΑΜΕΥΤΑΣ: [285, 1618, 427, 1632]
- industry-headline: ΟΙ ΒΙΟΜΗΧΑΝΟΙ ΔΙΕΥΚΡΙΝΙΖΟΥΝ ΤΑΣ ΑΠΟΨΕΙΣ ΔΙΑ ΤΗΝ ΑΥΞΗΣΙΝ ΜΙΣΘΩΝ ΚΑΙ ΗΜΕΡΟΜΙΣΘΙΩΝ: [42, 1123, 448, 1162]
- brief-caption: Η ΝΕΑ ΕΠΙΘΕΣΙΣ: [736, 1960, 849, 1974]
- kavala-article: [30, 650, 460, 838]
- eisenhower-caption-3: ΕΙΣ ΤΟ ΛΟΝΔΙΝΟΝ ΤΟ ΣΑΒΒΑΤΟΝ: [934, 1185, 1079, 1212]
- royals-dateline: ΘΕΣΣΑΛΟΝΙΚΗ, 10. (Τοῦ ἀνταποκριτοῦ μας).: [30, 324, 240, 350]
- chinese-body: [1124, 1644, 1551, 1827]
- weather-text: Κατὰ ἀνακοίνωσιν τῆς Μετεωρολογικῆς Ὑπηρεσίας, ὁ καιρὸς σήμερον θὰ εἶναι νεφελώδης μὲ τοπικὰς βροχὰς εἰς τὰ δυτικὰ καὶ βόρεια. Ἄνεμοι βόρειοι μέτριοι. Θερμοκρασία ἀμετάβλητος.: [251, 1381, 460, 1457]
- royals-text-2: Μετὰ τὴν δεξίωσιν οἱ Βασιλεῖς ἐπεσκέφθησαν τὸ νοσοκομεῖον τῶν τραυματιῶν, ὅπου διένειμαν δῶρα καὶ συνωμίλησαν μετὰ τῶν τραυματιῶν. Ἡ Α.Μ. ἡ Βασίλισσα ἔσχεν συνομιλίαν μετὰ τῶν κυριῶν τῆς Φιλανθρωπικῆς Ἑνώσεως. Ἀκολούθως ἔγινε γεῦμα εἰς τὸ Διοικητήριον. Τὸ ἀπόγευμα οἱ Βασιλεῖς θὰ ἐπισκεφθοῦν τὴν Θράκην, ὅπου θὰ παραμείνουν ἐπὶ τριήμερον.: [250, 366, 460, 494]
- chinese-text: ΛΟΝΔΙΝΟΝ, 10. (Ἰδ. ὑπ.). — Καθ’ ἃ τηλεγραφοῦν ἐκ Ταϊπὲ τῆς Φορμόζας, τὸ ἐθνικιστικὸν Πρακτορεῖον Εἰδήσεων ἀναφέρει ὅτι οἱ Κινέζοι κομμουνισταὶ ἀποσύρουν στρατεύματα ἐκ τῆς Κορέας διὰ νὰ τὰ χρησιμοποιήσουν εἰς ἐπίθεσιν κατὰ τῆς Ἰνδοκίνας. Αἱ δυνάμεις αὗται συγκεντρώνονται πλησίον τῶν συνόρων τῆς Ἰνδοκίνας. Κατὰ τὰς ἴδιας πληροφορίας, αἱ γαλλικαὶ δυνάμεις εὑρίσκονται εἰς κατάστασιν ἐπιφυλακῆς.: [1124, 1643, 1333, 1797]
- zulmoch-text-3: Ἐν συνεχείᾳ ὁ Γάλλος ὑπουργὸς ἀνεφέρθη εἰς τὰς τελευταίας ἐκδηλώσεις τῶν κομμουνιστῶν ἐν Παρισίοις καὶ ἐτόνισεν ὅτι ἡ κυβέρνησις θὰ λάβῃ αὐστηρὰ μέτρα διὰ τὴν διατήρησιν τῆς τάξεως. Κατὰ τὸν κ. Μὸκ ἡ συντριπτικὴ πλειονότης τοῦ γαλλικοῦ λαοῦ ἐπιδοκιμάζει τὴν πολιτικὴν τῆς κυβερνήσεως.: [904, 867, 1109, 982]
- industry-text: Ὁ Σύνδεσμος Ἑλλήνων Βιομηχάνων ἐξέδωσεν ἀνακοίνωσιν διὰ τῆς ὁποίας διευκρινίζει τὰς ἀπόψεις του ἐπὶ τοῦ ζητήματος τῆς αὐξήσεως τῶν μισθῶν καὶ ἡμερομισθίων. Κατὰ τὴν ἀνακοίνωσιν ἡ αὔξησις πρέπει νὰ συνδυασθῇ μὲ τὴν γενικὴν οἰκονομικὴν πολιτικὴν καὶ τὴν σταθερότητα τῶν τιμῶν, ὥστε νὰ μὴ ἐπηρεασθῇ ἡ παραγωγή.: [30, 1171, 460, 1235]
- france-text-7: ΠΑΡΙΣΙΟΙ, 10. (Ἰδ. ὑπ.). — Ἐντὸς τῶν ἡμερῶν θὰ σταλῇ ἡ ἀπάντησις τῶν Δυτικῶν Δυνάμεων εἰς τὸ σοβιετικὸν σημείωμα διὰ τὴν σύγκλησιν διασκέψεως τῶν τεσσάρων ὑπουργῶν τῶν Ἐξωτερικῶν.: [1124, 848, 1551, 886]
- brief-heading: ΤΑ ΔΥΟ ΠΡΟΓΡΑΜΜΑΤΑ ΑΝΑΣΥΓΚΡΟΤΗΣΕΩΣ Ο ΥΠΟΥΡΓΟΣ ΟΙΚΟΝΟΜΙΚΩΝ ΕΙΣ ΘΕΣ/ΝΙΚΗΝ: [477, 1858, 680, 1899]
- france-article: [1124, 140, 1551, 1425]
- royals-headline-1: ΥΠΟ ΤΑΣ ΕΝΘΟΥΣΙΩΔΕΙΣ ΕΠΕΥΦΗΜΙΑΣ ΤΟΥ ΛΑΟΥ: [30, 140, 460, 194]
- nato-headline-2: ΚΑΙ ΣΤΡΑΤΟΛΟΓΟΥΝΤΑΙ ΝΕΟΙ ΑΠΟ 18 ΕΤΩΝ: [476, 202, 1109, 268]
- seoul-caption-2: ΠΩΣ ΕΦΥΓΟΝ ΟΙ ΚΑΤΟΙΚΟΙ: [918, 1443, 1095, 1457]
- nato-text-4: ΟΥΑΣΙΓΚΤΩΝ, 10. (Ἰδ. ὑπ.). — Τρεῖς ἀμερικανικοὶ προσωπικότητες συνέστησαν σήμερον ὅπως αἱ χῶραι τοῦ Ἀτλαντικοῦ Συμφώνου δημιουργήσουν κοινὸν ὑπουργεῖον Ἀμύνης διὰ τὴν καλυτέραν ὀργάνωσιν τῶν δυνάμεών των. Ἡ πρότασις αὕτη ἐξετάζεται ἤδη ὑπὸ τῶν ἁρμοδίων.: [904, 446, 1109, 548]
- france-headline-3: ΟΙ ΥΠΑΙΤΙΟΙ ΤΙΘΕΝΤΑΙ ΕΙΣ ΔΙΑΘΕΣΙΜΟΤΗΤΑ: [1124, 201, 1551, 262]
- eisenhower-text: ΛΟΝΔΙΝΟΝ, 10. (Ἰδ. ὑπ.). — Ὁ στρατηγὸς Ἀϊζενχάουερ ἀφίχθη σήμερον εἰς Χάγην ἐκ Βρυξελλῶν, ὅπου ἔσχε συνομιλίας μετὰ τῶν Βέλγων ἰθυνόντων. Εἰς τὸ ἀεροδρόμιον ἐγένετο δεκτὸς ὑπὸ τοῦ Ὀλλανδοῦ πρωθυπουργοῦ καὶ τοῦ ὑπουργοῦ τῆς Ἀμύνης. Ὁ στρατηγὸς θὰ παραμείνῃ εἰς Χάγην ἐπὶ διήμερον καὶ ἀκολούθως θὰ μεταβῇ εἰς Λονδῖνον, ὅπου ἀναμένεται τὸ Σάββατον.: [476, 1154, 895, 1292]
- brief-heading: Η ΤΟΥΡΚΙΑ ΕΤΟΙΜΗ ΔΙΑ ΠΑΝ ΕΝΔΕΧΟΜΕΝΟΝ: [1124, 676, 1551, 696]
- divider: [476, 1103, 1109, 1104]
- divider: [476, 1364, 1109, 1367]
- newspaper-page: [30, 89, 1551, 2302]
- eisenhower-article: [476, 1109, 1109, 1356]
- brief-heading: ΠΕΡΙΟΡΙΣΜΟΙ ΚΑΙ ΕΙΣ ΤΟ ΠΕΤΡΕΛΑΙΟΝ: [284, 1585, 428, 1613]
- brief-text: Ἀντιπρόσωπος μας ἐρώτησεν χθὲς τὸν πρωθυπουργὸν κ. Βενιζέλον ἂν εἶναι ἀληθὲς ὅτι ἑλληνικαὶ μονάδες θὰ ἐνταχθοῦν ὑπὸ τὴν διοίκησιν τοῦ στρατηγοῦ Ἀϊζενχάουερ. Ὁ κ. πρωθυπουργὸς ἀπήντησεν ὅτι τὸ ζήτημα δὲν ἔχει ἀκόμη τεθῇ.: [30, 1368, 239, 1456]
- brief-heading: Ο κ.ΠΟΡΤΕΡ ΕΦΕΡΕ ΤΟ ΣΥΝΤΕΛΟΥΜΕΝΟΝ ΕΝ ΕΛΛΑΔΙ ΕΡΓΟΝ ΑΝΑΣΥΓΚΡΟΤΗΣΕΩΣ: [1124, 581, 1551, 615]
- brief-heading: Η ΧΘΕΣΙΝΗ ΣΥΝΕΡΓΑΣΙΑ ΠΑΠΑΝΔΡΕΟΥ - ΠΙΠΙΝΕΛΗ: [58, 1463, 210, 1491]
- chinese-headline-2: ΔΙΑ ΝΑ ΤΑ ΧΡΗΣΙΜΟΠΟΙΗΣΟΥΝ ΕΙΣ ΕΠΙΘΕΣΙΝ ΕΝ ΙΝΔΟΚΙΝΑ: [1124, 1506, 1551, 1573]
- masthead-center: [30, 107, 1551, 124]
